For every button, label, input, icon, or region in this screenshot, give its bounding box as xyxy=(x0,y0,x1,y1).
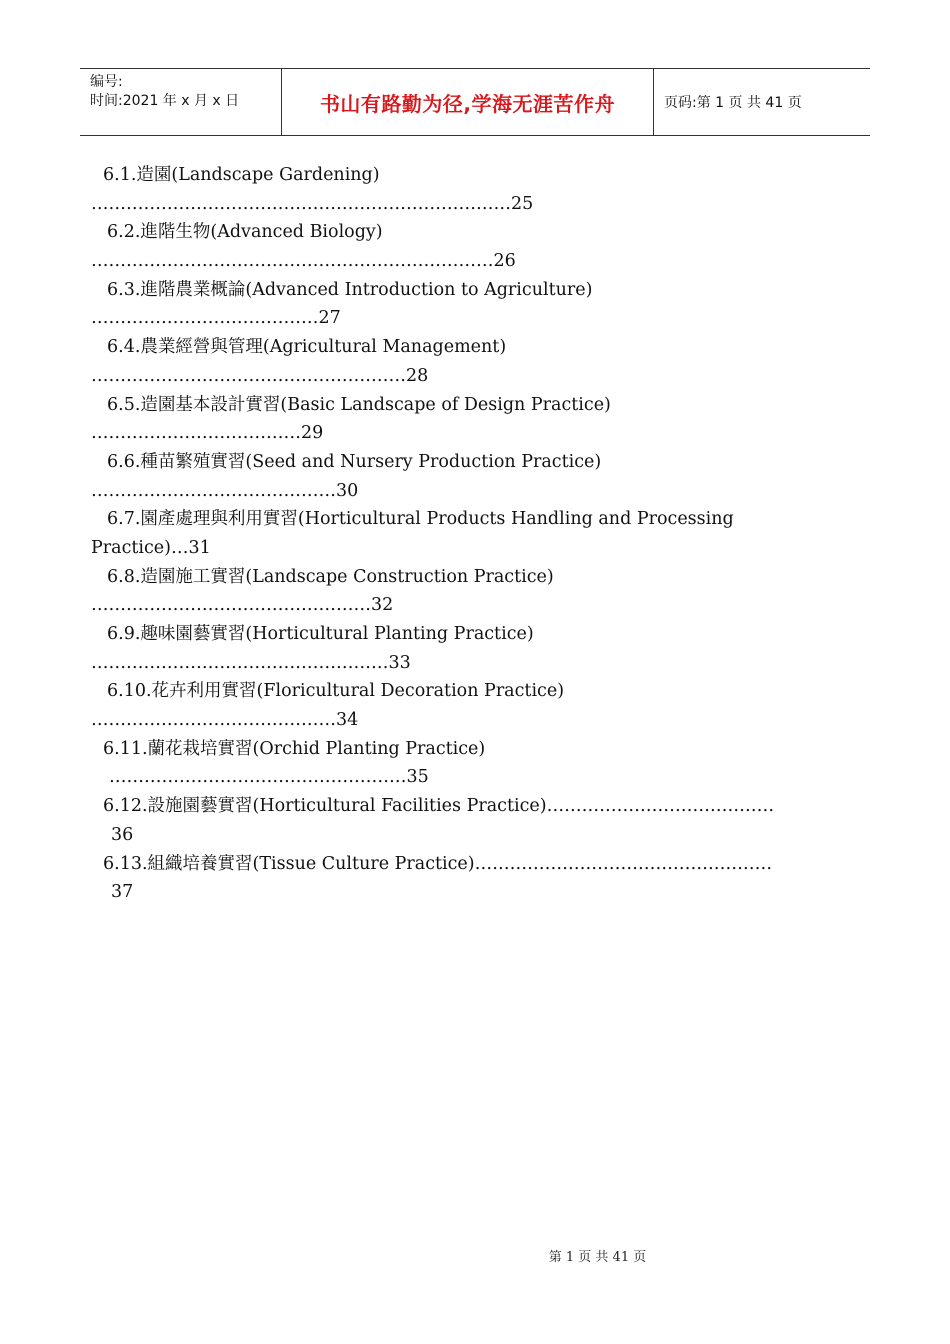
footer-page-number: 第 1 页 共 41 页 xyxy=(548,1250,647,1265)
toc-entry-leader: 37 xyxy=(111,882,134,903)
toc-entry-leader: ………………………………………………28 xyxy=(91,365,429,386)
header-meta xyxy=(80,69,281,135)
page-info-text: 页码:第 1 页 共 41 页 xyxy=(664,95,802,111)
page-header xyxy=(80,68,870,136)
toc-entry-title: 6.8.造園施工實習(Landscape Construction Practice) xyxy=(107,566,554,587)
toc-entry-leader: …………………………………………32 xyxy=(91,595,394,616)
toc-entry-title: 6.4.農業經營與管理(Agricultural Management) xyxy=(107,337,507,358)
toc-entry-title: 6.2.進階生物(Advanced Biology) xyxy=(107,222,383,243)
toc-entry-leader: ……………………………………………33 xyxy=(91,652,411,673)
toc-entry-leader: ……………………………………………35 xyxy=(109,767,429,788)
toc-entry-title: 6.13.組織培養實習(Tissue Culture Practice)…………………………………………… xyxy=(103,853,773,874)
toc-entry-title: 6.5.造園基本設計實習(Basic Landscape of Design Practice) xyxy=(107,394,611,415)
table-of-contents xyxy=(91,161,871,907)
toc-entry-leader: …………………………………27 xyxy=(91,308,341,329)
toc-entry-leader: ………………………………29 xyxy=(91,423,324,444)
toc-entry-leader: ……………………………………………………………26 xyxy=(91,251,516,272)
time-label: 时间:2021 年 x 月 x 日 xyxy=(90,93,240,109)
header-page-info xyxy=(654,69,870,135)
number-label: 编号: xyxy=(90,74,123,90)
toc-entry-leader: ………………………………………………………………25 xyxy=(91,193,534,214)
toc-entry-title: 6.7.園產處理與利用實習(Horticultural Products Handling and Processing xyxy=(107,509,734,530)
toc-entry-leader: ……………………………………34 xyxy=(91,710,359,731)
page-footer xyxy=(0,1246,950,1265)
toc-entry-title: 6.3.進階農業概論(Advanced Introduction to Agriculture) xyxy=(107,279,593,300)
toc-entry-leader: 36 xyxy=(111,824,134,845)
motto-text: 书山有路勤为径,学海无涯苦作舟 xyxy=(319,91,616,116)
toc-entry-title: 6.10.花卉利用實習(Floricultural Decoration Practice) xyxy=(107,681,565,702)
toc-entry-title: 6.9.趣味園藝實習(Horticultural Planting Practice) xyxy=(107,624,534,644)
toc-entry-title: 6.6.種苗繁殖實習(Seed and Nursery Production Practice) xyxy=(107,451,602,472)
header-motto-cell xyxy=(281,69,654,135)
toc-entry-title: 6.11.蘭花栽培實習(Orchid Planting Practice) xyxy=(103,738,486,759)
toc-entry-leader: ……………………………………30 xyxy=(91,480,359,501)
toc-entry-title: 6.12.設施園藝實習(Horticultural Facilities Practice)………………………………… xyxy=(103,796,775,817)
toc-entry-title: 6.1.造園(Landscape Gardening) xyxy=(103,165,380,185)
toc-entry-leader: Practice)…31 xyxy=(91,537,211,558)
